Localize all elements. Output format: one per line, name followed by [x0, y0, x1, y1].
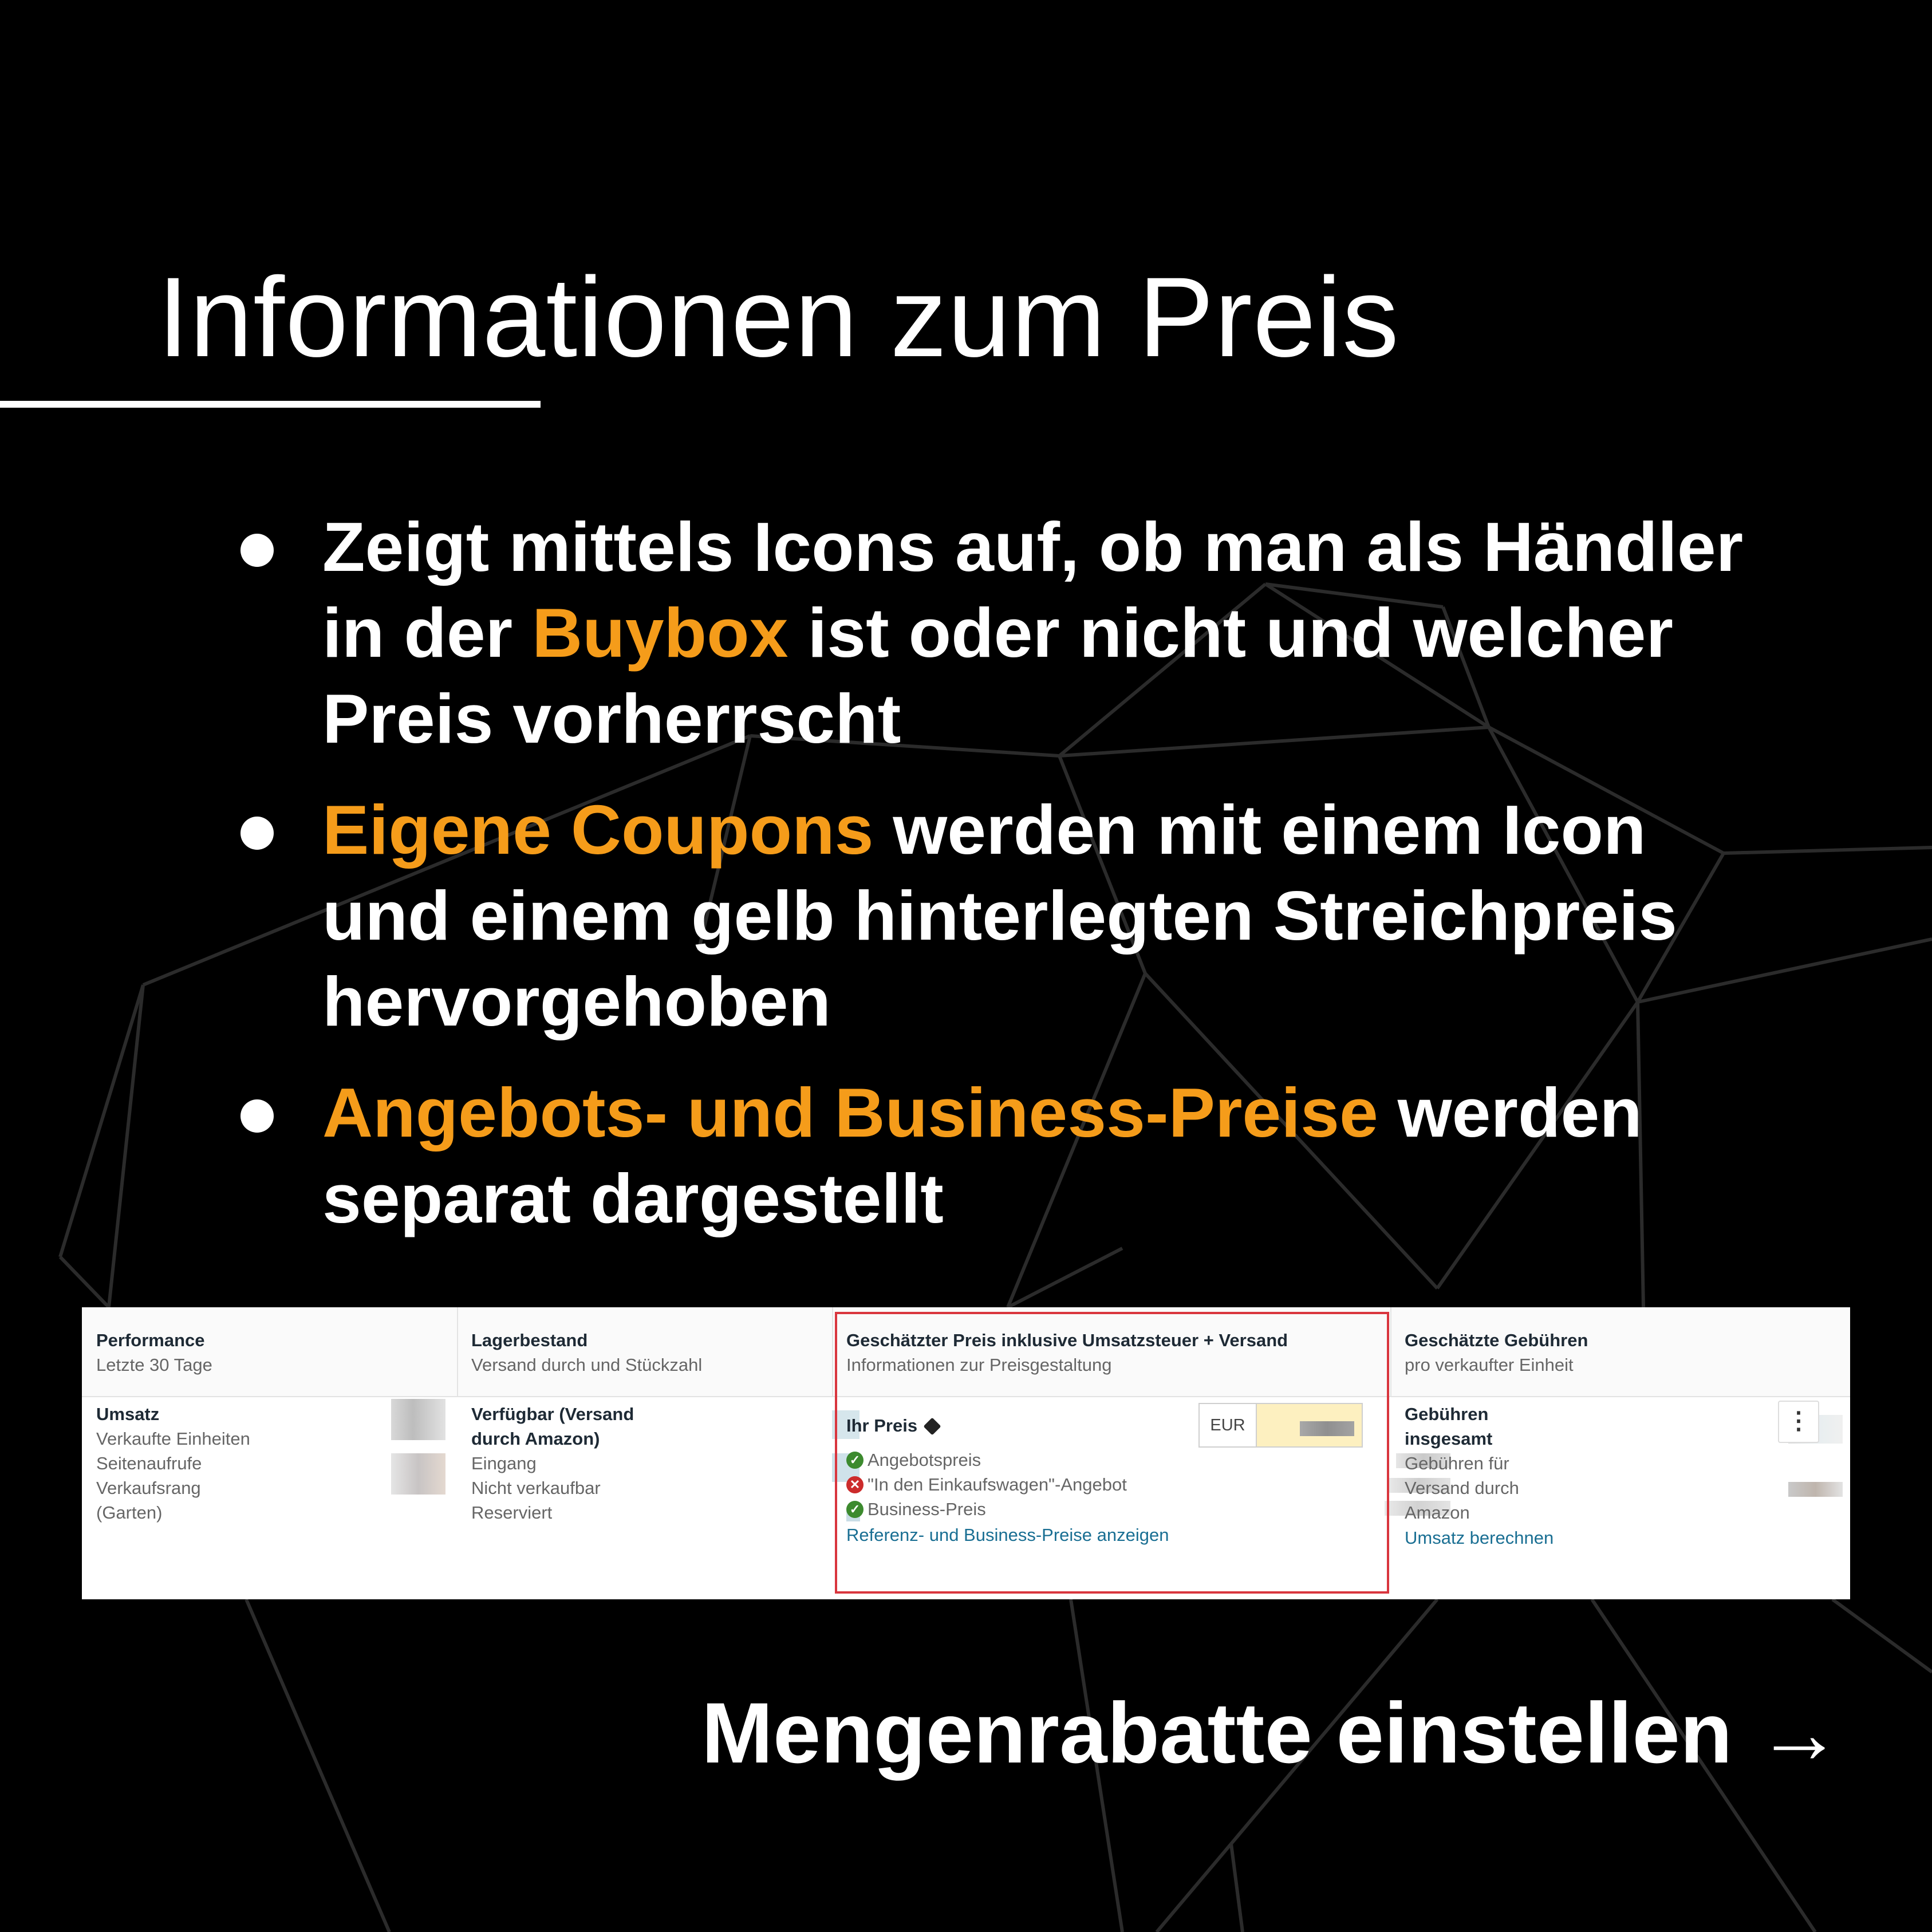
bullet-dot-icon	[240, 817, 274, 850]
check-circle-icon: ✓	[846, 1501, 864, 1518]
next-topic-link[interactable]: Mengenrabatte einstellen →	[701, 1685, 1843, 1781]
reference-business-prices-link[interactable]: Referenz- und Business-Preise anzeigen	[846, 1525, 1169, 1545]
revenue-label: Umsatz	[96, 1404, 160, 1424]
bullet-dot-icon	[240, 1099, 274, 1133]
inventory-column	[457, 1307, 832, 1599]
available-fba-label: Verfügbar (Versand	[471, 1404, 634, 1424]
fees-column	[1390, 1307, 1850, 1599]
inventory-heading: Lagerbestand	[471, 1330, 588, 1350]
inbound-label: Eingang	[471, 1453, 537, 1473]
blurred-value	[391, 1453, 445, 1495]
price-highlight-frame	[835, 1312, 1389, 1594]
x-circle-icon: ✕	[846, 1476, 864, 1493]
total-fees-label-2: insgesamt	[1405, 1429, 1493, 1449]
performance-column	[82, 1307, 457, 1599]
fba-fees-label-2: Versand durch	[1405, 1478, 1519, 1498]
bullet-highlight: Buybox	[532, 594, 788, 672]
inventory-subheading: Versand durch und Stückzahl	[471, 1355, 703, 1375]
bullet-highlight: Eigene Coupons	[322, 791, 874, 869]
fba-fees-label: Gebühren für	[1405, 1453, 1509, 1473]
bullet-text: Zeigt mittels Icons auf, ob man als Händler in der	[322, 508, 1744, 672]
price-subheading: Informationen zur Preisgestaltung	[846, 1355, 1112, 1375]
check-circle-icon: ✓	[846, 1452, 864, 1469]
calculate-revenue-link[interactable]: Umsatz berechnen	[1405, 1528, 1554, 1548]
page-title: Informationen zum Preis	[157, 254, 1399, 380]
price-input-value[interactable]	[1257, 1404, 1362, 1446]
total-fees-label: Gebühren	[1405, 1404, 1489, 1424]
bullet-text: ist oder nicht und welcher Preis vorherrscht	[322, 594, 1673, 758]
bullet-offer-prices	[232, 1070, 1778, 1241]
offer-price-label: Angebotspreis	[868, 1450, 981, 1470]
units-sold-label: Verkaufte Einheiten	[96, 1429, 250, 1449]
bullet-buybox	[232, 504, 1778, 762]
reserved-label: Reserviert	[471, 1503, 553, 1523]
price-input[interactable]	[1198, 1403, 1363, 1448]
currency-label: EUR	[1200, 1404, 1257, 1446]
your-price-text: Ihr Preis	[846, 1416, 918, 1436]
blurred-value	[1788, 1482, 1843, 1497]
vertical-ellipsis-icon[interactable]: ⋮	[1778, 1401, 1819, 1443]
bullet-highlight: Angebots- und Business-Preise	[322, 1074, 1378, 1152]
sales-rank-label: Verkaufsrang	[96, 1478, 201, 1498]
sales-rank-category-label: (Garten)	[96, 1503, 163, 1523]
unfulfillable-label: Nicht verkaufbar	[471, 1478, 601, 1498]
fba-fees-label-3: Amazon	[1405, 1503, 1470, 1523]
page-views-label: Seitenaufrufe	[96, 1453, 202, 1473]
bullet-dot-icon	[240, 534, 274, 567]
performance-subheading: Letzte 30 Tage	[96, 1355, 212, 1375]
bullet-list	[232, 504, 1778, 1267]
performance-heading: Performance	[96, 1330, 205, 1350]
price-heading: Geschätzter Preis inklusive Umsatzsteuer + Versand	[846, 1330, 1288, 1350]
bullet-text: werden mit einem Icon und einem gelb hinterlegten Streichpreis hervorgehoben	[322, 791, 1677, 1040]
bullet-text: werden separat dargestellt	[322, 1074, 1642, 1237]
blurred-value	[391, 1399, 445, 1440]
bullet-coupons	[232, 787, 1778, 1044]
fees-subheading: pro verkaufter Einheit	[1405, 1355, 1574, 1375]
title-underline	[0, 401, 541, 408]
available-fba-label-2: durch Amazon)	[471, 1429, 600, 1449]
seller-central-screenshot	[82, 1307, 1850, 1599]
business-price-label: Business-Preis	[868, 1499, 986, 1519]
buybox-offer-label: "In den Einkaufswagen"-Angebot	[868, 1474, 1127, 1495]
fees-heading: Geschätzte Gebühren	[1405, 1330, 1588, 1350]
blurred-value	[1300, 1421, 1354, 1436]
